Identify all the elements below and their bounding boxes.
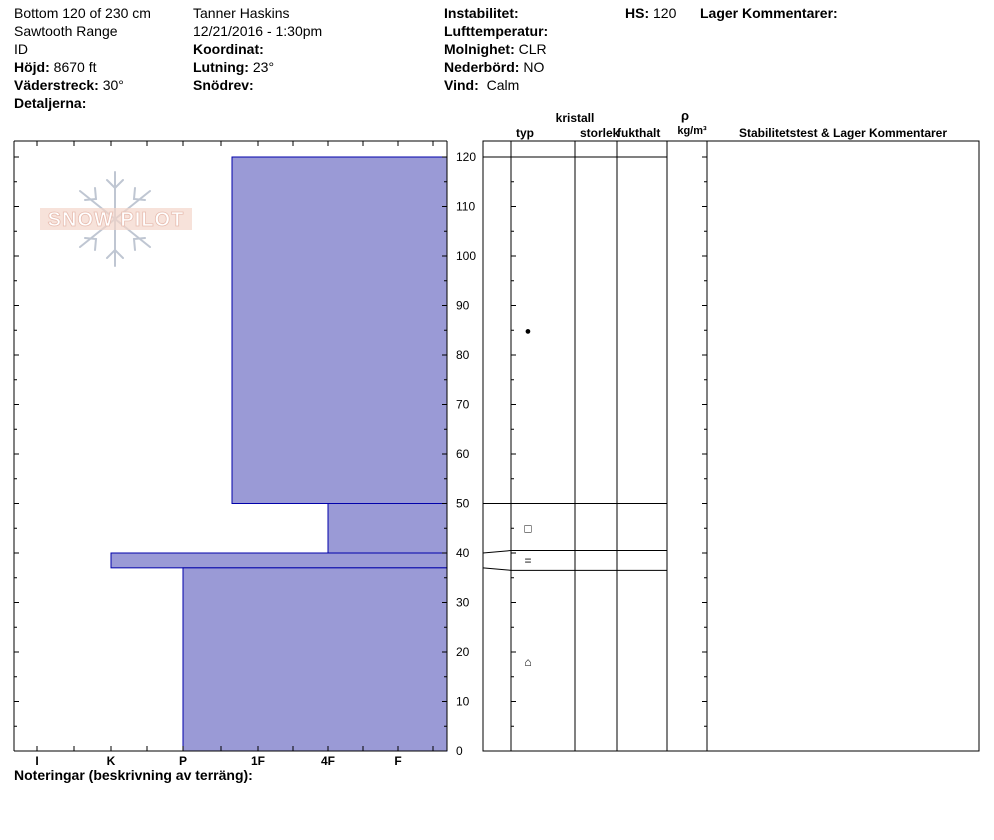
hardness-bar-0 <box>232 157 447 504</box>
hardness-tick-label: I <box>35 754 39 768</box>
hardness-bar-2 <box>111 553 447 568</box>
y-tick-label: 90 <box>456 298 470 313</box>
hs-value: 120 <box>653 5 677 21</box>
hardness-tick-label: K <box>106 754 116 768</box>
y-tick-label: 60 <box>456 447 470 461</box>
coord-label: Koordinat: <box>193 41 264 57</box>
header-type: typ <box>516 126 534 140</box>
header-comments: Stabilitetstest & Lager Kommentarer <box>738 126 948 140</box>
slope-value: 23° <box>252 59 275 75</box>
header-moisture: fukthalt <box>617 126 661 140</box>
layer-comments-label: Lager Kommentarer: <box>700 5 838 21</box>
y-tick-label: 40 <box>456 546 470 560</box>
slope-label: Lutning: <box>193 59 249 75</box>
hs-label: HS: <box>625 5 650 21</box>
boundary-connector <box>483 568 511 570</box>
grain-symbols <box>524 325 531 669</box>
wind-value: Calm <box>486 77 520 93</box>
elevation-label: Höjd: <box>14 59 50 75</box>
elevation-value: 8670 ft <box>53 59 97 75</box>
y-tick-label: 20 <box>456 645 470 659</box>
watermark-text: SNOW PILOT <box>47 209 185 231</box>
aspect-value: 30° <box>102 77 124 93</box>
wind-label: Vind: <box>444 77 479 93</box>
boundary-connector <box>483 551 511 553</box>
hardness-tick-label: 1F <box>250 754 266 768</box>
header-density-unit: kg/m³ <box>677 125 707 137</box>
y-tick-label: 80 <box>456 348 470 362</box>
y-tick-label: 10 <box>456 694 470 709</box>
y-tick-label: 70 <box>456 397 470 412</box>
sky-label: Molnighet: <box>444 41 515 57</box>
state: ID <box>14 41 28 57</box>
aspect-label: Väderstreck: <box>14 77 99 93</box>
instability-label: Instabilitet: <box>444 5 519 21</box>
depth-hoar-symbol: ⌂ <box>524 654 532 669</box>
hardness-tick-label: F <box>394 754 402 768</box>
table-frame <box>483 141 979 751</box>
hardness-bar-1 <box>328 504 447 554</box>
hardness-tick-label: P <box>178 754 188 768</box>
layer-table <box>483 141 979 751</box>
details-label: Detaljerna: <box>14 95 87 111</box>
header-size: storlek <box>580 126 620 140</box>
header-rho: ρ <box>680 108 690 123</box>
header-crystal: kristall <box>555 111 595 125</box>
range-name: Sawtooth Range <box>14 23 118 39</box>
y-tick-label: 100 <box>456 249 477 263</box>
y-tick-label: 50 <box>456 496 470 511</box>
hardness-bars <box>111 157 447 751</box>
y-tick-label: 120 <box>456 150 477 164</box>
y-tick-label: 30 <box>456 595 470 610</box>
observer: Tanner Haskins <box>193 5 290 21</box>
graupel-symbol: ● <box>524 325 532 338</box>
hardness-bar-3 <box>183 568 447 751</box>
surface-hoar-symbol: = <box>524 553 532 568</box>
hardness-tick-label: 4F <box>320 754 336 768</box>
precip-label: Nederbörd: <box>444 59 520 75</box>
drift-label: Snödrev: <box>193 77 254 93</box>
faceted-symbol: □ <box>524 521 532 536</box>
sky-value: CLR <box>518 41 547 57</box>
airtemp-label: Lufttemperatur: <box>444 23 549 39</box>
y-tick-label: 0 <box>456 744 463 758</box>
snowpilot-logo <box>40 172 192 266</box>
location-line: Bottom 120 of 230 cm <box>14 5 151 21</box>
precip-value: NO <box>523 59 545 75</box>
y-tick-label: 110 <box>456 199 476 214</box>
notes-label: Noteringar (beskrivning av terräng): <box>14 767 253 783</box>
datetime: 12/21/2016 - 1:30pm <box>193 23 323 39</box>
